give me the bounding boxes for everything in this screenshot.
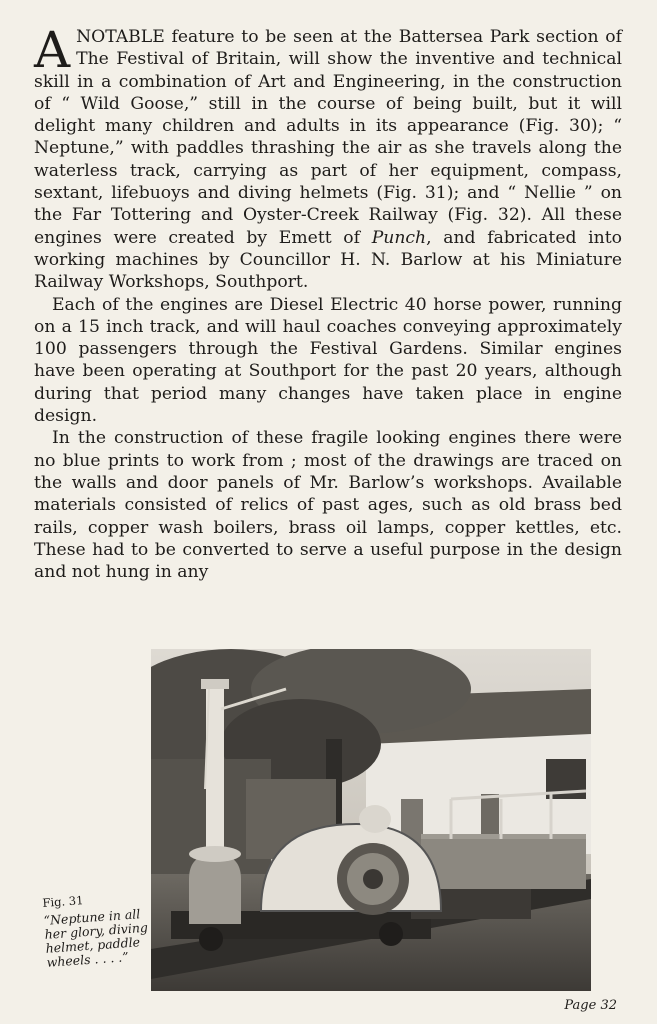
figure-label: Fig. 31	[42, 893, 84, 910]
drop-cap: A	[34, 21, 71, 79]
page-number: Page 32	[564, 998, 617, 1013]
article-text	[34, 21, 622, 583]
photo-neptune-engine	[151, 649, 591, 991]
punch-italic: Punch	[371, 227, 427, 248]
paragraph-1-end: , and fabricated into working machines by Councillor H. N. Barlow at his Miniature Railway Workshops, Southport.	[34, 227, 622, 293]
figure-caption	[42, 889, 151, 970]
paragraph-3: In the construction of these fragile looking engines there were no blue prints to work from ; most of the drawings are traced on the walls and door panels of Mr. Barlow’s workshops. Available materials consisted of relics of past ages, such as old brass bed rails, copper wash boilers, brass oil lamps, copper kettles, etc. These had to be converted to serve a useful purpose in the design and not hung in any	[34, 428, 622, 583]
paragraph-1-text: NOTABLE feature to be seen at the Battersea Park section of The Festival of Britain, will show the inventive and technical skill in a combination of Art and Engineering, in the construction of “ Wild Goose,” still in the course of being built, but it will delight many children and adults in its appearance (Fig. 30); “ Neptune,” with paddles thrashing the air as she travels along the waterless track, carrying as part of her equipment, compass, sextant, lifebuoys and diving helmets (Fig. 31); and “ Nellie ” on the Far Tottering and Oyster-Creek Railway (Fig. 32). All these engines were created by Emett of	[34, 27, 622, 248]
caption-text: “Neptune in all her glory, diving helmet, paddle wheels . . . .”	[43, 906, 149, 970]
paragraph-1	[34, 21, 622, 294]
paragraph-2: Each of the engines are Diesel Electric 40 horse power, running on a 15 inch track, and will haul coaches conveying approximately 100 passengers through the Festival Gardens. Similar engines have been operating at Southport for the past 20 years, although during that period many changes have taken place in engine design.	[34, 294, 622, 427]
photo-illustration	[151, 649, 591, 991]
